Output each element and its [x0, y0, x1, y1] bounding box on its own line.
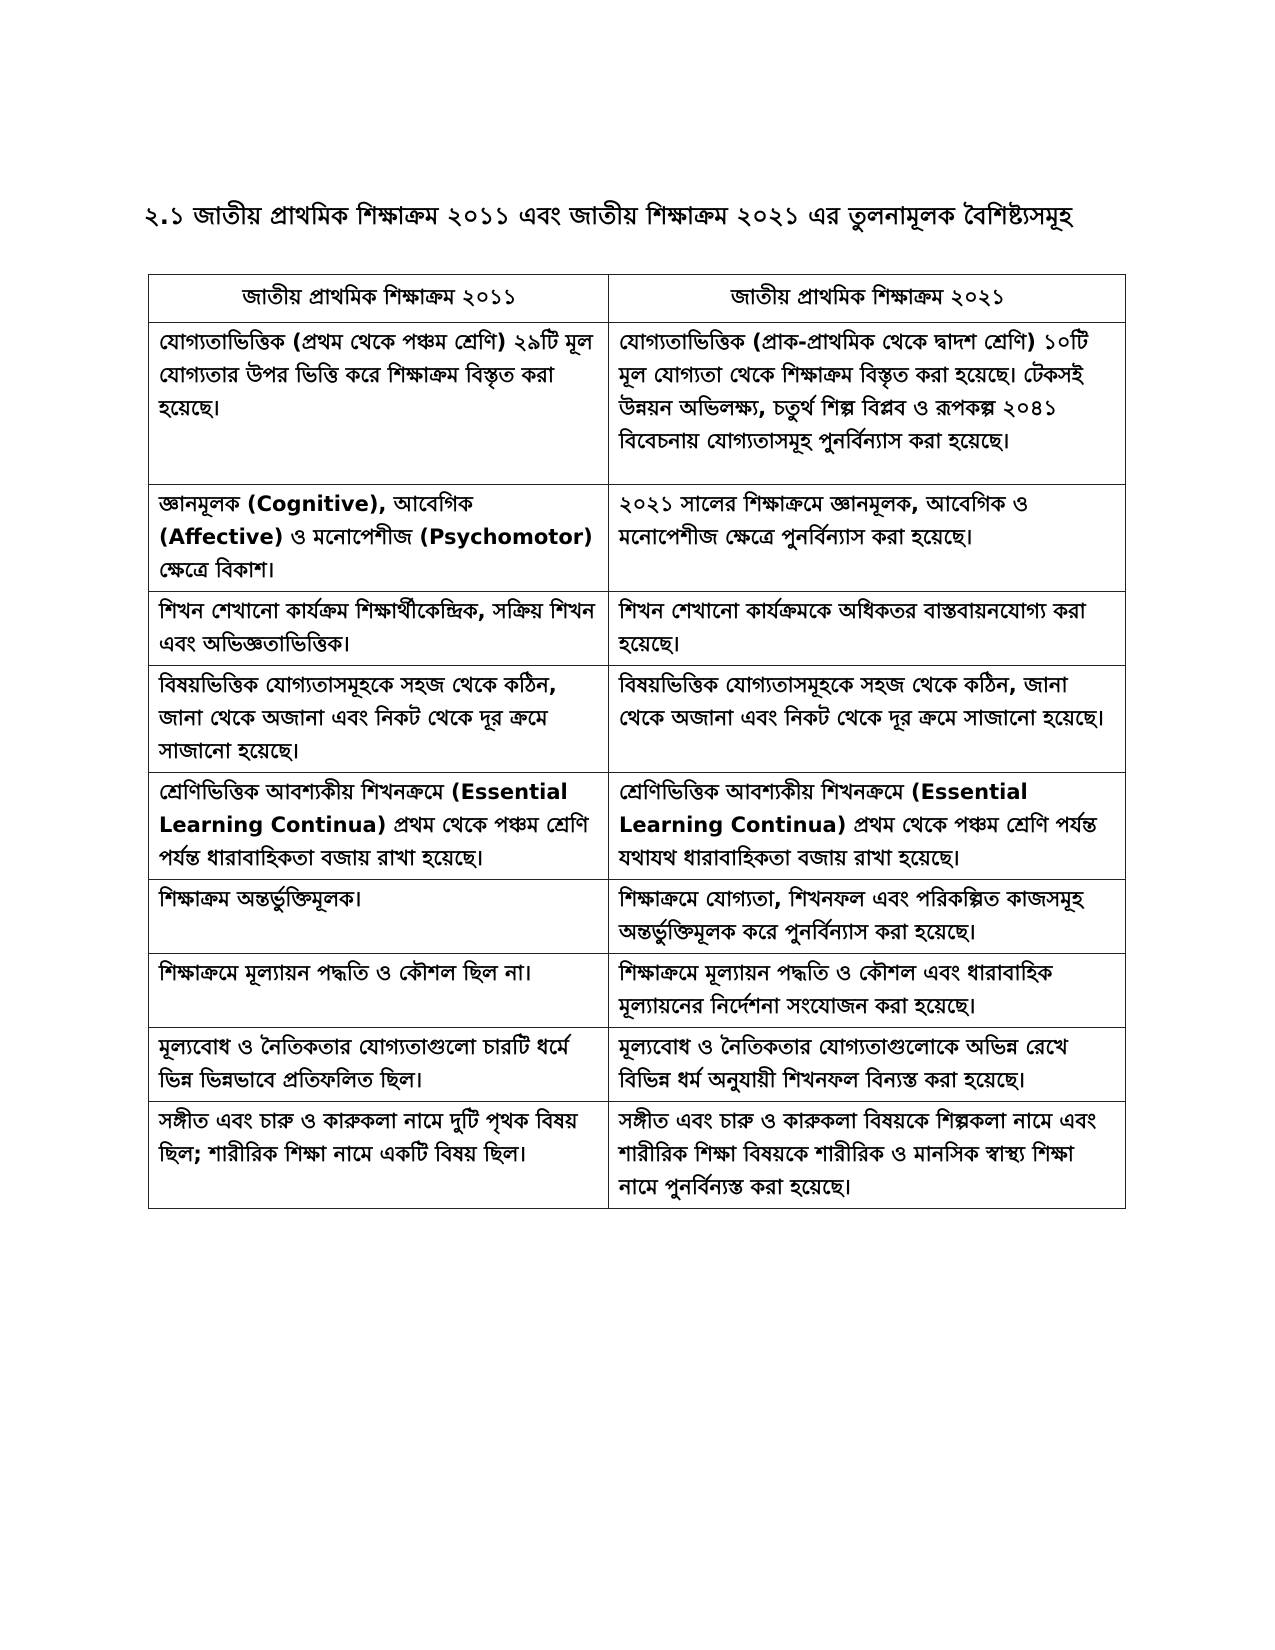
- table-cell-2021: সঙ্গীত এবং চারু ও কারুকলা বিষয়কে শিল্পকলা নামে এবং শারীরিক শিক্ষা বিষয়কে শারীরিক ও মানসিক স্বাস্থ্য শিক্ষা নামে পুনর্বিন্যস্ত করা হয়েছে।: [609, 1102, 1126, 1209]
- table-cell-2011: শিখন শেখানো কার্যক্রম শিক্ষার্থীকেন্দ্রিক, সক্রিয় শিখন এবং অভিজ্ঞতাভিত্তিক।: [149, 592, 609, 666]
- table-cell-2011: সঙ্গীত এবং চারু ও কারুকলা নামে দুটি পৃথক বিষয় ছিল; শারীরিক শিক্ষা নামে একটি বিষয় ছিল।: [149, 1102, 609, 1209]
- table-cell-2021: শিক্ষাক্রমে যোগ্যতা, শিখনফল এবং পরিকল্পিত কাজসমূহ অন্তর্ভুক্তিমূলক করে পুনর্বিন্যাস করা হয়েছে।: [609, 880, 1126, 954]
- table-cell-2011: জ্ঞানমূলক (Cognitive), আবেগিক (Affective) ও মনোপেশীজ (Psychomotor) ক্ষেত্রে বিকাশ।: [149, 485, 609, 592]
- table-row: [149, 880, 1126, 954]
- table-row: [149, 1102, 1126, 1209]
- table-cell-2021: মূল্যবোধ ও নৈতিকতার যোগ্যতাগুলোকে অভিন্ন রেখে বিভিন্ন ধর্ম অনুযায়ী শিখনফল বিন্যস্ত করা হয়েছে।: [609, 1028, 1126, 1102]
- table-row: [149, 666, 1126, 773]
- table-cell-2021: শ্রেণিভিত্তিক আবশ্যকীয় শিখনক্রমে (Essential Learning Continua) প্রথম থেকে পঞ্চম শ্রেণি পর্যন্ত যথাযথ ধারাবাহিকতা বজায় রাখা হয়েছে।: [609, 773, 1126, 880]
- table-cell-2011: মূল্যবোধ ও নৈতিকতার যোগ্যতাগুলো চারটি ধর্মে ভিন্ন ভিন্নভাবে প্রতিফলিত ছিল।: [149, 1028, 609, 1102]
- page-title: ২.১ জাতীয় প্রাথমিক শিক্ষাক্রম ২০১১ এবং জাতীয় শিক্ষাক্রম ২০২১ এর তুলনামূলক বৈশিষ্ট্যসমূহ: [144, 202, 1073, 230]
- table-row: [149, 773, 1126, 880]
- table-cell-2011: যোগ্যতাভিত্তিক (প্রথম থেকে পঞ্চম শ্রেণি) ২৯টি মূল যোগ্যতার উপর ভিত্তি করে শিক্ষাক্রম বিস্তৃত করা হয়েছে।: [149, 323, 609, 485]
- table-cell-2021: যোগ্যতাভিত্তিক (প্রাক-প্রাথমিক থেকে দ্বাদশ শ্রেণি) ১০টি মূল যোগ্যতা থেকে শিক্ষাক্রম বিস্তৃত করা হয়েছে। টেকসই উন্নয়ন অভিলক্ষ্য, চতুর্থ শিল্প বিপ্লব ও রূপকল্প ২০৪১ বিবেচনায় যোগ্যতাসমূহ পুনর্বিন্যাস করা হয়েছে।: [609, 323, 1126, 485]
- table-row: [149, 954, 1126, 1028]
- table-cell-2011: বিষয়ভিত্তিক যোগ্যতাসমূহকে সহজ থেকে কঠিন, জানা থেকে অজানা এবং নিকট থেকে দূর ক্রমে সাজানো হয়েছে।: [149, 666, 609, 773]
- table-row: [149, 323, 1126, 485]
- table-cell-2021: শিক্ষাক্রমে মূল্যায়ন পদ্ধতি ও কৌশল এবং ধারাবাহিক মূল্যায়নের নির্দেশনা সংযোজন করা হয়েছে।: [609, 954, 1126, 1028]
- table-cell-2021: বিষয়ভিত্তিক যোগ্যতাসমূহকে সহজ থেকে কঠিন, জানা থেকে অজানা এবং নিকট থেকে দূর ক্রমে সাজানো হয়েছে।: [609, 666, 1126, 773]
- table-cell-2011: শিক্ষাক্রম অন্তর্ভুক্তিমূলক।: [149, 880, 609, 954]
- table-header-row: [149, 275, 1126, 323]
- table-cell-2021: শিখন শেখানো কার্যক্রমকে অধিকতর বাস্তবায়নযোগ্য করা হয়েছে।: [609, 592, 1126, 666]
- table-cell-2011: শ্রেণিভিত্তিক আবশ্যকীয় শিখনক্রমে (Essential Learning Continua) প্রথম থেকে পঞ্চম শ্রেণি পর্যন্ত ধারাবাহিকতা বজায় রাখা হয়েছে।: [149, 773, 609, 880]
- table-row: [149, 592, 1126, 666]
- column-header-2021: জাতীয় প্রাথমিক শিক্ষাক্রম ২০২১: [609, 275, 1126, 323]
- table-cell-2011: শিক্ষাক্রমে মূল্যায়ন পদ্ধতি ও কৌশল ছিল না।: [149, 954, 609, 1028]
- column-header-2011: জাতীয় প্রাথমিক শিক্ষাক্রম ২০১১: [149, 275, 609, 323]
- table-cell-2021: ২০২১ সালের শিক্ষাক্রমে জ্ঞানমূলক, আবেগিক ও মনোপেশীজ ক্ষেত্রে পুনর্বিন্যাস করা হয়েছে।: [609, 485, 1126, 592]
- comparison-table: [148, 274, 1126, 1209]
- table-row: [149, 1028, 1126, 1102]
- table-row: [149, 485, 1126, 592]
